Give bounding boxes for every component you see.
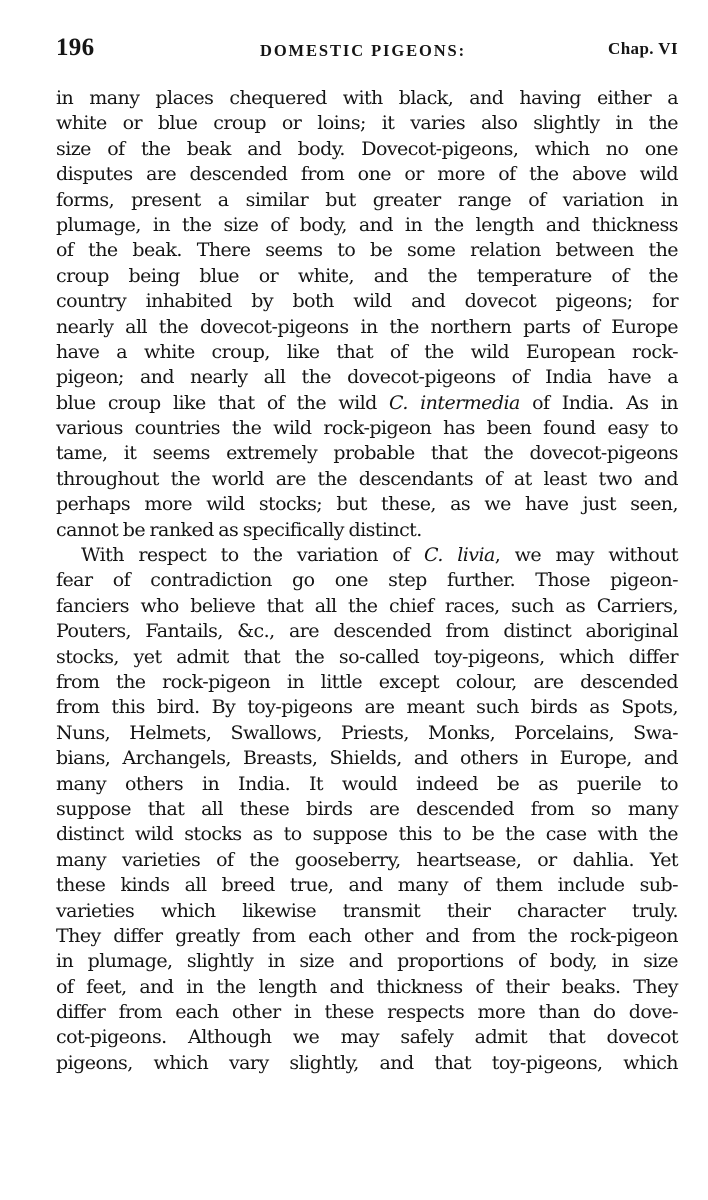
text-segment: varieties which likewise transmit their character truly. [56,899,678,922]
italic-species-name: C. livia [424,544,495,567]
text-line [56,975,678,1000]
text-segment: these kinds all breed true, and many of them include sub- [56,874,678,897]
text-segment: many varieties of the gooseberry, heartsease, or dahlia. Yet [56,848,678,871]
text-line [56,695,678,720]
page-header [56,34,680,68]
text-segment: plumage, in the size of body, and in the length and thickness [56,213,678,236]
text-segment: in plumage, slightly in size and proportions of body, in size [56,950,678,973]
running-title: DOMESTIC PIGEONS: [260,41,467,60]
text-segment: croup being blue or white, and the temperature of the [56,264,678,287]
text-line [56,924,678,949]
text-segment: suppose that all these birds are descended from so many [56,797,678,820]
text-line [56,391,678,416]
text-line [56,873,678,898]
text-segment: country inhabited by both wild and dovecot pigeons; for [56,290,678,313]
text-line [56,822,678,847]
text-line [56,162,678,187]
text-segment: bians, Archangels, Breasts, Shields, and others in Europe, and [56,747,678,770]
text-line [56,1051,678,1076]
text-line [56,619,678,644]
text-line [56,416,678,441]
text-segment: distinct wild stocks as to suppose this to be the case with the [56,823,678,846]
text-line [56,670,678,695]
text-segment: With respect to the variation of [81,544,425,567]
text-line [56,289,678,314]
text-line [56,797,678,822]
text-line [56,86,678,111]
chapter-label: Chap. VI [608,39,678,58]
text-segment: forms, present a similar but greater range of variation in [56,188,678,211]
text-segment: cot-pigeons. Although we may safely admit that dovecot [56,1026,678,1049]
text-segment: size of the beak and body. Dovecot-pigeons, which no one [56,137,678,160]
text-segment: disputes are descended from one or more of the above wild [56,163,678,186]
text-segment: of the beak. There seems to be some relation between the [56,239,678,262]
text-segment: stocks, yet admit that the so-called toy-pigeons, which differ [56,645,678,668]
text-segment: of feet, and in the length and thickness of their beaks. They [56,975,678,998]
text-segment: of India. As in [519,391,678,414]
text-line [56,848,678,873]
text-segment: blue croup like that of the wild [56,391,390,414]
text-line [56,594,678,619]
text-line [56,365,678,390]
text-segment: in many places chequered with black, and having either a [56,87,678,109]
text-line [56,568,678,593]
text-segment: pigeon; and nearly all the dovecot-pigeons of India have a [56,366,678,389]
text-segment: many others in India. It would indeed be as puerile to [56,772,678,795]
page-number: 196 [56,34,95,61]
text-line [56,772,678,797]
text-segment: white or blue croup or loins; it varies also slightly in the [56,112,678,135]
text-segment: tame, it seems extremely probable that the dovecot-pigeons [56,442,678,465]
text-segment: They differ greatly from each other and from the rock-pigeon [56,924,678,947]
italic-species-name: C. intermedia [389,391,520,414]
text-segment: cannot be ranked as specifically distinct. [56,518,422,541]
text-segment: differ from each other in these respects more than do dove- [56,1001,678,1024]
text-line [56,213,678,238]
text-line [56,467,678,492]
text-line [56,441,678,466]
text-segment: fanciers who believe that all the chief races, such as Carriers, [56,594,678,617]
text-segment: fear of contradiction go one step further. Those pigeon- [56,569,678,592]
text-line [56,492,678,517]
text-segment: perhaps more wild stocks; but these, as we have just seen, [56,493,678,516]
text-line [56,1025,678,1050]
text-line [56,949,678,974]
text-line [56,340,678,365]
text-line [56,188,678,213]
text-line [56,238,678,263]
text-line [56,1000,678,1025]
text-segment: Pouters, Fantails, &c., are descended from distinct aboriginal [56,620,678,643]
text-segment: various countries the wild rock-pigeon has been found easy to [56,417,678,440]
text-line [56,315,678,340]
text-segment: , we may without [494,544,678,567]
text-line [56,518,678,543]
text-line [56,137,678,162]
text-line [56,543,678,568]
text-segment: have a white croup, like that of the wild European rock- [56,340,678,363]
text-line [56,721,678,746]
body-text [56,86,678,1076]
text-segment: from the rock-pigeon in little except colour, are descended [56,670,678,693]
text-segment: throughout the world are the descendants of at least two and [56,467,678,490]
text-segment: Nuns, Helmets, Swallows, Priests, Monks, Porcelains, Swa- [56,721,678,744]
text-line [56,645,678,670]
text-line [56,111,678,136]
text-line [56,746,678,771]
text-line [56,264,678,289]
text-segment: from this bird. By toy-pigeons are meant such birds as Spots, [56,696,678,719]
text-segment: pigeons, which vary slightly, and that toy-pigeons, which [56,1051,678,1074]
text-segment: nearly all the dovecot-pigeons in the northern parts of Europe [56,315,678,338]
text-line [56,899,678,924]
